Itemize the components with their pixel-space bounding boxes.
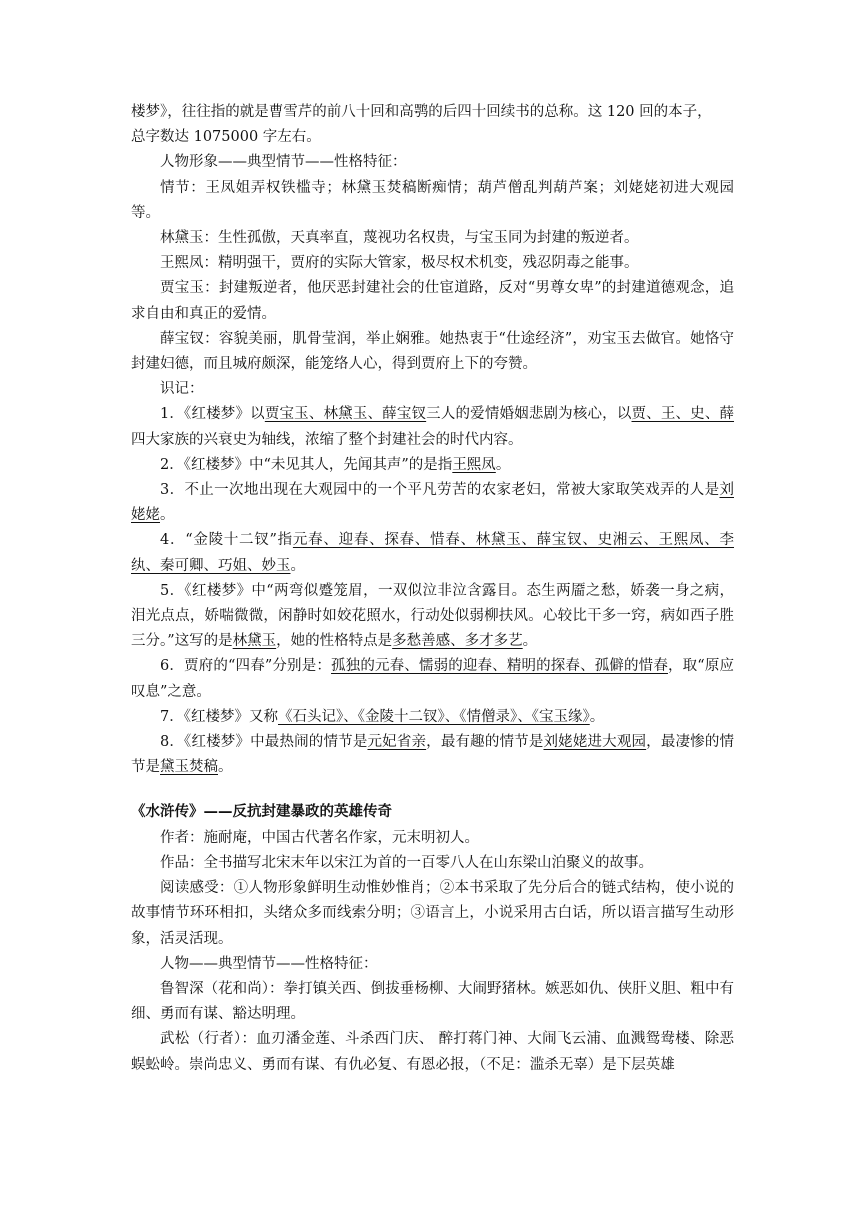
wusong-paragraph: 武松（行者）：血刃潘金莲、斗杀西门庆、 醉打蒋门神、大闹飞云浦、血溅鸳鸯楼、除恶蜈蚣岭。崇尚忠义、勇而有谋、有仇必复、有恩必报，（不足：滥杀无辜）是下层英雄 xyxy=(131,1031,734,1073)
answer-blank: 多愁善感、多才多艺 xyxy=(392,633,523,650)
char-heading-honglou: 人物形象——典型情节——性格特征： xyxy=(160,154,407,171)
answer-blank: 贾宝玉、林黛玉、薛宝钗 xyxy=(264,406,427,423)
question-3: 3．不止一次地出现在大观园中的一个平凡劳苦的农家老妇，常被大家取笑戏弄的人是刘姥姥。 xyxy=(131,482,734,524)
answer-blank: 元妃省亲 xyxy=(367,734,427,751)
answer-blank: 王熙凤 xyxy=(452,456,496,473)
section-title-shuihu: 《水浒传》——反抗封建暴政的英雄传奇 xyxy=(131,804,392,821)
daiyu-paragraph: 林黛玉：生性孤傲，天真率直，蔑视功名权贵，与宝玉同为封建的叛逆者。 xyxy=(160,230,639,247)
luzhishen-paragraph: 鲁智深（花和尚）：拳打镇关西、倒拔垂杨柳、大闹野猪林。嫉恶如仇、侠肝义胆、粗中有细、勇而有谋、豁达明理。 xyxy=(131,980,734,1023)
answer-blank: 《石头记》、《金陵十二钗》、《情僧录》、《宝玉缘》 xyxy=(277,708,590,725)
question-7: 7．《红楼梦》又称《石头记》、《金陵十二钗》、《情僧录》、《宝玉缘》。 xyxy=(160,708,605,725)
question-6: 6．贾府的“四春”分别是：孤独的元春、懦弱的迎春、精明的探春、孤僻的惜春，取“原应叹息”之意。 xyxy=(131,658,734,700)
reading-paragraph: 阅读感受：①人物形象鲜明生动惟妙惟肖；②本书采取了先分后合的链式结构，使小说的故事情节环环相扣，头绪众多而线索分明；③语言上，小说采用古白话，所以语言描写生动形象，活灵活现。 xyxy=(131,880,734,947)
intro-line-2: 总字数达 1075000 字左右。 xyxy=(131,129,321,146)
section-spacer xyxy=(131,780,734,800)
answer-blank: 刘姥姥进大观园 xyxy=(543,734,647,751)
question-5: 5．《红楼梦》中“两弯似蹙笼眉，一双似泣非泣含露目。态生两靥之愁，娇袭一身之病，泪光点点，娇喘微微，闲静时如姣花照水，行动处似弱柳扶风。心较比干多一窍，病如西子胜三分。”这写的是林黛玉，她的性格特点是多愁善感、多才多艺。 xyxy=(131,582,734,650)
question-4: 4．“金陵十二钗”指元春、迎春、探春、惜春、林黛玉、薛宝钗、史湘云、王熙凤、李纨、秦可卿、巧姐、妙玉。 xyxy=(131,532,734,574)
baoyu-paragraph: 贾宝玉：封建叛逆者，他厌恶封建社会的仕宦道路，反对“男尊女卑”的封建道德观念，追求自由和真正的爱情。 xyxy=(131,280,734,322)
plot-paragraph: 情节：王凤姐弄权铁槛寺；林黛玉焚稿断痴情；葫芦僧乱判葫芦案；刘姥姥初进大观园等。 xyxy=(131,179,734,221)
question-1: 1．《红楼梦》以贾宝玉、林黛玉、薛宝钗三人的爱情婚姻悲剧为核心，以贾、王、史、薛四大家族的兴衰史为轴线，浓缩了整个封建社会的时代内容。 xyxy=(131,406,735,448)
answer-blank: 贾、王、史、薛 xyxy=(631,406,735,423)
answer-blank: 林黛玉 xyxy=(232,633,277,650)
author-paragraph: 作者：施耐庵，中国古代著名作家，元末明初人。 xyxy=(160,829,479,846)
intro-line-1: 楼梦》，往往指的就是曹雪芹的前八十回和高鹗的后四十回续书的总称。这 120 回的本子， xyxy=(131,104,712,120)
baochai-paragraph: 薛宝钗：容貌美丽，肌骨莹润，举止娴雅。她热衷于“仕途经济”，劝宝玉去做官。她恪守封建妇德，而且城府颇深，能笼络人心，得到贾府上下的夸赞。 xyxy=(131,330,734,373)
answer-blank: 黛玉焚稿 xyxy=(160,759,218,776)
question-8: 8．《红楼梦》中最热闹的情节是元妃省亲，最有趣的情节是刘姥姥进大观园，最凄惨的情节是黛玉焚稿。 xyxy=(131,734,735,776)
answer-blank: 刘姥姥 xyxy=(131,482,734,524)
document-body xyxy=(131,100,734,1078)
work-paragraph: 作品：全书描写北宋末年以宋江为首的一百零八人在山东梁山泊聚义的故事。 xyxy=(160,854,653,871)
char-heading-shuihu: 人物——典型情节——性格特征： xyxy=(160,955,378,972)
answer-blank: 元春、迎春、探春、惜春、林黛玉、薛宝钗、史湘云、王熙凤、李纨、秦可卿、巧姐、妙玉 xyxy=(131,532,734,574)
intro-paragraph xyxy=(131,100,734,150)
question-2: 2．《红楼梦》中“未见其人，先闻其声”的是指王熙凤。 xyxy=(160,456,511,473)
xifeng-paragraph: 王熙凤：精明强干，贾府的实际大管家，极尽权术机变，残忍阴毒之能事。 xyxy=(160,255,639,272)
answer-blank: 孤独的元春、懦弱的迎春、精明的探春、孤僻的惜春 xyxy=(331,658,668,675)
shiji-label: 识记： xyxy=(160,381,204,398)
